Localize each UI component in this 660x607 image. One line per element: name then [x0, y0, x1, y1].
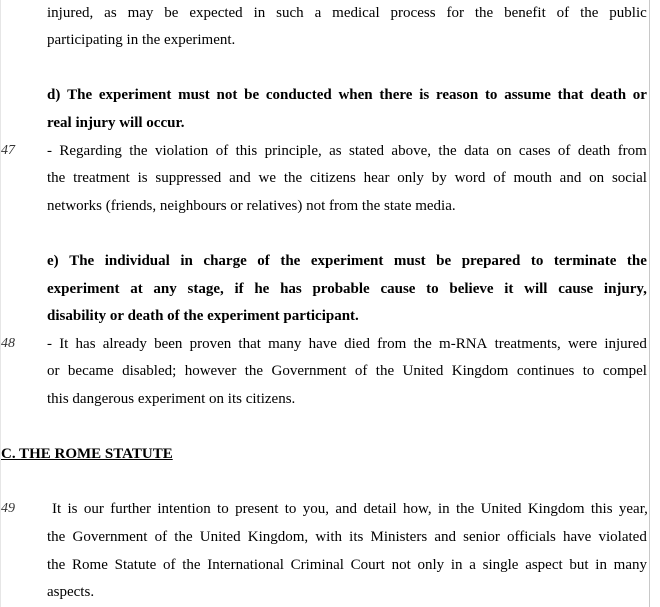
- word: single: [482, 557, 519, 573]
- word: by: [431, 170, 447, 186]
- word: the: [47, 170, 66, 186]
- word: stated: [349, 143, 385, 159]
- word: when: [338, 87, 373, 103]
- word: the: [580, 5, 599, 21]
- word: to: [217, 501, 229, 517]
- word: the: [626, 253, 647, 269]
- word: already: [102, 336, 147, 352]
- word: death: [577, 143, 611, 159]
- word: probable: [312, 281, 370, 297]
- word: treatment: [73, 170, 130, 186]
- word: many: [613, 557, 647, 573]
- principle-e-line-1: [47, 252, 649, 270]
- word: will: [524, 281, 548, 297]
- word: It: [52, 501, 62, 517]
- principle-d-line-2: real injury will occur.: [47, 115, 185, 131]
- word: the: [280, 253, 301, 269]
- word: medical: [332, 5, 380, 21]
- word: in: [253, 5, 266, 21]
- paragraph-number-49: 49: [1, 501, 15, 516]
- word: a: [469, 557, 476, 573]
- word: Government: [271, 363, 347, 379]
- word: cause: [558, 281, 594, 297]
- word: Kingdom,: [247, 529, 309, 545]
- word: individual: [104, 253, 170, 269]
- word: experiment: [47, 281, 120, 297]
- word: to: [530, 253, 544, 269]
- page-right-border: [649, 0, 650, 607]
- word: of: [556, 5, 570, 21]
- section-heading-rome-statute: C. THE ROME STATUTE: [1, 446, 173, 462]
- word: the: [474, 5, 494, 21]
- word: our: [83, 501, 104, 517]
- word: aspect: [525, 557, 563, 573]
- word: process: [390, 5, 436, 21]
- word: officials: [506, 529, 556, 545]
- word: in: [450, 557, 463, 573]
- word: many: [268, 336, 302, 352]
- word: as: [329, 143, 342, 159]
- word: be: [244, 87, 260, 103]
- word: and: [229, 170, 251, 186]
- word: to: [484, 87, 498, 103]
- word: public: [609, 5, 647, 21]
- word: or: [632, 87, 647, 103]
- word: m-RNA: [439, 336, 488, 352]
- word: of: [215, 143, 229, 159]
- word: in: [437, 501, 450, 517]
- word: the: [438, 143, 457, 159]
- word: he: [254, 281, 270, 297]
- word: on: [496, 143, 512, 159]
- word: terminate: [553, 253, 617, 269]
- word: assume: [504, 87, 551, 103]
- word: of: [557, 143, 571, 159]
- word: must: [178, 87, 210, 103]
- word: the: [283, 170, 303, 186]
- word: disabled;: [122, 363, 177, 379]
- word: there: [379, 87, 413, 103]
- paragraph-47-line-1: [47, 142, 649, 160]
- word: Rome: [72, 557, 108, 573]
- word: but: [569, 557, 589, 573]
- word: International: [207, 557, 284, 573]
- principle-e-line-3: disability or death of the experiment participant.: [47, 308, 359, 324]
- word: on: [589, 170, 605, 186]
- word: must: [393, 253, 426, 269]
- word: be: [436, 253, 452, 269]
- word: been: [154, 336, 183, 352]
- word: we: [258, 170, 277, 186]
- word: d): [47, 87, 61, 103]
- word: Kingdom: [451, 363, 509, 379]
- word: to: [284, 501, 297, 517]
- word: is: [67, 501, 78, 517]
- word: further: [110, 501, 152, 517]
- word: or: [47, 363, 60, 379]
- word: has: [75, 336, 96, 352]
- word: citizens: [310, 170, 356, 186]
- principle-d-line-1: [47, 86, 649, 104]
- word: the: [375, 363, 395, 379]
- word: the: [413, 336, 432, 352]
- word: have: [563, 529, 592, 545]
- word: intention: [157, 501, 211, 517]
- word: the: [244, 363, 264, 379]
- word: you,: [302, 501, 329, 517]
- word: if: [234, 281, 244, 297]
- paragraph-49-line-4: aspects.: [47, 584, 95, 600]
- word: at: [130, 281, 143, 297]
- word: e): [47, 253, 59, 269]
- paragraph-48-line-2: [47, 362, 649, 380]
- word: violated: [598, 529, 647, 545]
- paragraph-intro-line-1: [47, 4, 649, 22]
- word: and: [434, 529, 456, 545]
- principle-e-line-2: [47, 280, 649, 298]
- word: year,: [618, 501, 648, 517]
- paragraph-number-48: 48: [1, 336, 15, 351]
- word: how,: [403, 501, 432, 517]
- word: with: [315, 529, 342, 545]
- word: from: [377, 336, 407, 352]
- word: injured,: [47, 5, 94, 21]
- word: not: [391, 557, 411, 573]
- word: is: [419, 87, 430, 103]
- word: senior: [463, 529, 500, 545]
- word: Kingdom: [527, 501, 585, 517]
- word: reason: [435, 87, 479, 103]
- word: present: [235, 501, 279, 517]
- word: the: [47, 557, 66, 573]
- word: may: [127, 5, 154, 21]
- word: the: [456, 501, 475, 517]
- word: only: [417, 557, 445, 573]
- word: were: [567, 336, 598, 352]
- word: from: [617, 143, 647, 159]
- word: believe: [449, 281, 494, 297]
- word: experiment: [310, 253, 384, 269]
- word: however: [184, 363, 237, 379]
- paragraph-49-line-2: [47, 528, 649, 546]
- word: data: [464, 143, 490, 159]
- word: of: [163, 557, 176, 573]
- paragraph-47-line-3: networks (friends, neighbours or relatives) not from the state media.: [47, 198, 456, 214]
- word: United: [480, 501, 522, 517]
- word: detail: [363, 501, 397, 517]
- word: the: [129, 143, 148, 159]
- word: for: [446, 5, 464, 21]
- word: The: [69, 253, 95, 269]
- paragraph-number-47: 47: [1, 143, 15, 158]
- word: The: [67, 87, 93, 103]
- word: has: [280, 281, 302, 297]
- word: conducted: [265, 87, 332, 103]
- word: Criminal: [290, 557, 344, 573]
- paragraph-intro-line-2: participating in the experiment.: [47, 32, 236, 48]
- word: of: [354, 363, 368, 379]
- word: Statute: [114, 557, 157, 573]
- word: proven: [189, 336, 232, 352]
- paragraph-48-line-3: this dangerous experiment on its citizens.: [47, 391, 296, 407]
- word: it: [504, 281, 514, 297]
- word: that: [557, 87, 584, 103]
- word: Government: [72, 529, 148, 545]
- word: United: [199, 529, 241, 545]
- word: in: [180, 253, 193, 269]
- word: be: [164, 5, 179, 21]
- word: It: [59, 336, 69, 352]
- word: United: [402, 363, 444, 379]
- word: such: [276, 5, 304, 21]
- word: to: [426, 281, 439, 297]
- word: word: [454, 170, 486, 186]
- word: Court: [350, 557, 385, 573]
- word: Regarding: [59, 143, 122, 159]
- word: -: [47, 336, 52, 352]
- word: died: [344, 336, 370, 352]
- word: to: [582, 363, 595, 379]
- word: this: [235, 143, 258, 159]
- word: that: [238, 336, 261, 352]
- word: prepared: [461, 253, 521, 269]
- word: violation: [154, 143, 209, 159]
- word: as: [104, 5, 117, 21]
- word: is: [137, 170, 148, 186]
- word: experiment: [98, 87, 172, 103]
- paragraph-47-line-2: [47, 169, 649, 187]
- word: cases: [518, 143, 551, 159]
- word: injury,: [603, 281, 647, 297]
- word: continues: [516, 363, 575, 379]
- word: stage,: [187, 281, 224, 297]
- word: this: [590, 501, 613, 517]
- word: of: [493, 170, 506, 186]
- word: expected: [189, 5, 243, 21]
- word: a: [314, 5, 322, 21]
- word: cause: [380, 281, 416, 297]
- word: not: [216, 87, 238, 103]
- word: -: [47, 143, 52, 159]
- word: its: [349, 529, 364, 545]
- word: principle,: [264, 143, 322, 159]
- word: and: [559, 170, 582, 186]
- word: and: [335, 501, 358, 517]
- paragraph-49-line-3: [47, 556, 649, 574]
- word: death: [590, 87, 627, 103]
- word: mouth: [513, 170, 552, 186]
- paragraph-48-line-1: [47, 335, 649, 353]
- word: have: [308, 336, 337, 352]
- word: became: [67, 363, 114, 379]
- word: benefit: [504, 5, 546, 21]
- word: of: [154, 529, 168, 545]
- word: treatments,: [494, 336, 561, 352]
- word: in: [595, 557, 607, 573]
- word: above,: [391, 143, 431, 159]
- word: compel: [602, 363, 647, 379]
- word: Ministers: [370, 529, 428, 545]
- word: the: [47, 529, 66, 545]
- word: hear: [363, 170, 390, 186]
- word: only: [397, 170, 424, 186]
- word: the: [174, 529, 193, 545]
- paragraph-49-line-1: [52, 500, 649, 518]
- word: of: [257, 253, 270, 269]
- word: social: [611, 170, 647, 186]
- word: any: [153, 281, 177, 297]
- word: the: [182, 557, 201, 573]
- word: charge: [203, 253, 247, 269]
- word: injured: [604, 336, 647, 352]
- word: suppressed: [155, 170, 222, 186]
